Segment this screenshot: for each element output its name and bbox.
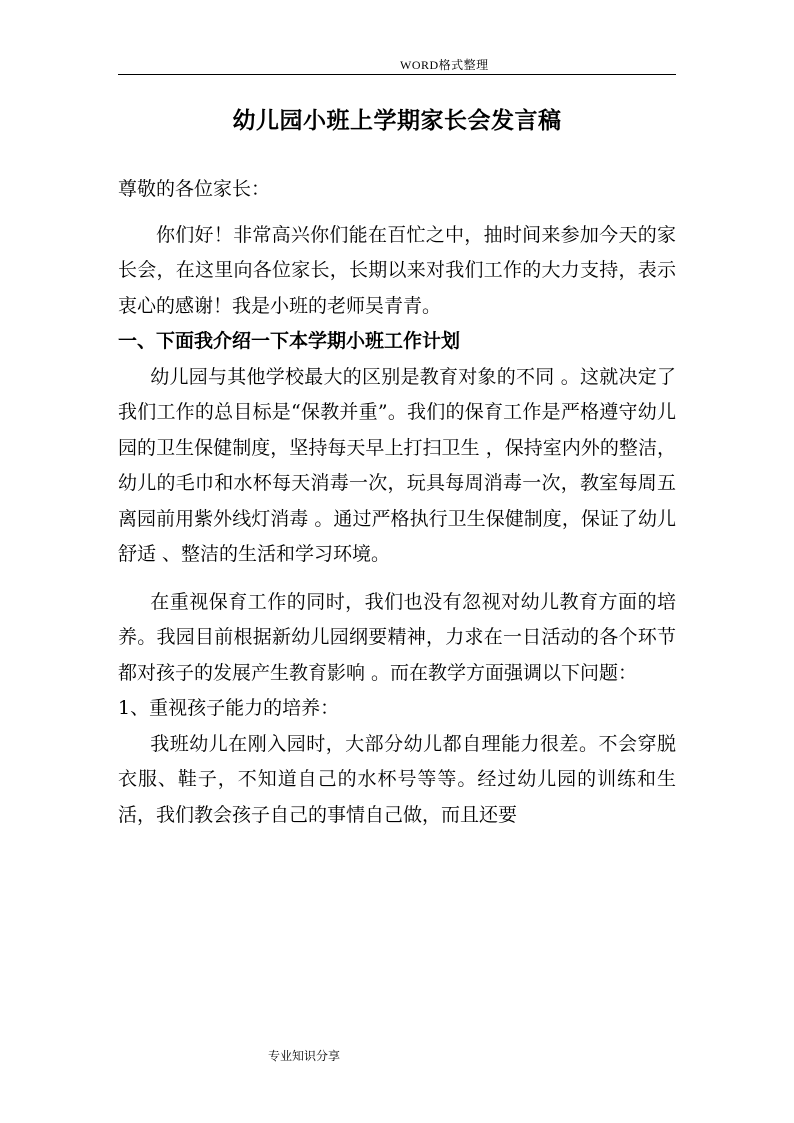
paragraph-education: 在重视保育工作的同时，我们也没有忽视对幼儿教育方面的培养。我园目前根据新幼儿园纲要精神，力求在一日活动的各个环节都对孩子的发展产生教育影响 。而在教学方面强调以下问题： — [118, 590, 676, 684]
page-footer-label: 专业知识分享 — [268, 1049, 341, 1063]
greeting-line: 尊敬的各位家长： — [118, 178, 271, 200]
document-title: 幼儿园小班上学期家长会发言稿 — [232, 107, 562, 134]
paragraph-care-work: 幼儿园与其他学校最大的区别是教育对象的不同 。这就决定了我们工作的总目标是“保教并重”。我们的保育工作是严格遵守幼儿园的卫生保健制度，坚持每天早上打扫卫生 ，保持室内外的整洁，幼儿的毛巾和水杯每天消毒一次，玩具每周消毒一次，教室每周五离园前用紫外线灯消毒 。通过严格执行卫生保健制度，保证了幼儿舒适 、整洁的生活和学习环境。 — [118, 365, 676, 565]
document-body — [118, 172, 676, 833]
section-heading-work-plan: 一、下面我介绍一下本学期小班工作计划 — [118, 330, 461, 352]
paragraph-opening: 你们好！非常高兴你们能在百忙之中，抽时间来参加今天的家长会，在这里向各位家长，长期以来对我们工作的大力支持，表示衷心的感谢！我是小班的老师吴青青。 — [118, 223, 676, 317]
paragraph-self-care: 我班幼儿在刚入园时，大部分幼儿都自理能力很差。不会穿脱衣服、鞋子，不知道自己的水杯号等等。经过幼儿园的训练和生活，我们教会孩子自己的事情自己做，而且还要 — [118, 732, 676, 826]
header-divider — [118, 74, 676, 75]
page-header-label: WORD格式整理 — [400, 58, 489, 72]
subheading-ability: 1、重视孩子能力的培养： — [118, 697, 340, 719]
